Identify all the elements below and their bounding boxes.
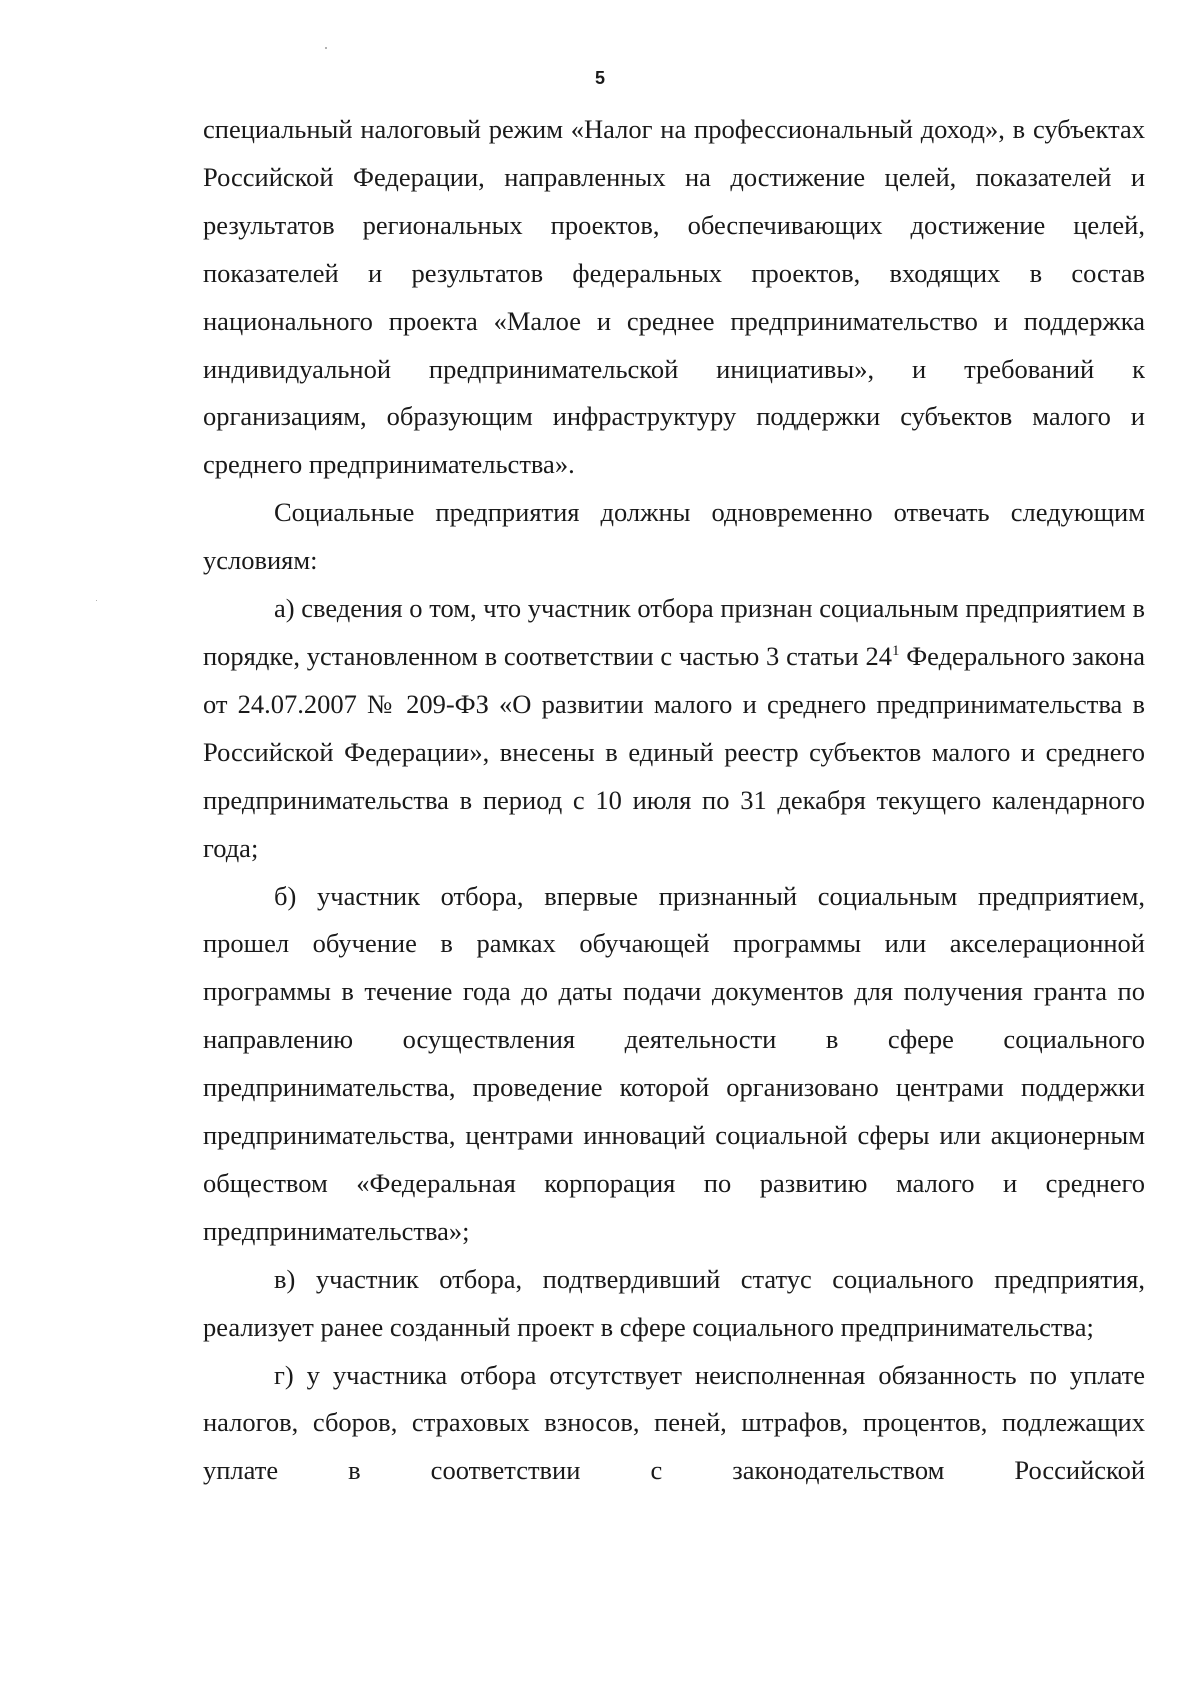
paragraph-condition-g: г) у участника отбора отсутствует неисполненная обязанность по уплате налогов, сборов, страховых взносов, пеней, штрафов, процентов, подлежащих уплате в соответствии с законодательством Российской [203, 1359, 1145, 1486]
page-number: 5 [594, 68, 605, 88]
scan-speck [96, 600, 97, 601]
footnote-superscript: 1 [891, 643, 900, 660]
paragraph-condition-a [203, 585, 1145, 872]
paragraph-condition-v: в) участник отбора, подтвердивший статус социального предприятия, реализует ранее созданный проект в сфере социального предпринимательства; [203, 1263, 1145, 1342]
paragraph-continuation: специальный налоговый режим «Налог на профессиональный доход», в субъектах Российской Федерации, направленных на достижение целей, показателей и результатов региональных проектов, обеспечивающих достижение целей, показателей и результатов федеральных проектов, входящих в состав национального проекта «Малое и среднее предпринимательство и поддержка индивидуальной предпринимательской инициативы», и требований к организациям, образующим инфраструктуру поддержки субъектов малого и среднего предпринимательства». [203, 114, 1145, 480]
condition-a-text-start: а) сведения о том, что участник отбора признан социальным предприятием в порядке, установленном в соответствии с частью 3 статьи 24 [203, 593, 1145, 671]
scan-speck [325, 47, 327, 49]
document-body [203, 106, 1145, 1495]
paragraph-condition-b: б) участник отбора, впервые признанный социальным предприятием, прошел обучение в рамках обучающей программы или акселерационной программы в течение года до даты подачи документов для получения гранта по направлению осуществления деятельности в сфере социального предпринимательства, проведение которой организовано центрами поддержки предпринимательства, центрами инноваций социальной сферы или акционерным обществом «Федеральная корпорация по развитию малого и среднего предпринимательства»; [203, 880, 1145, 1246]
paragraph-conditions-intro: Социальные предприятия должны одновременно отвечать следующим условиям: [203, 497, 1145, 576]
condition-a-text-end: Федерального закона от 24.07.2007 № 209-ФЗ «О развитии малого и среднего предпринимательства в Российской Федерации», внесены в единый реестр субъектов малого и среднего предпринимательства в период с 10 июля по 31 декабря текущего календарного года; [203, 640, 1145, 863]
